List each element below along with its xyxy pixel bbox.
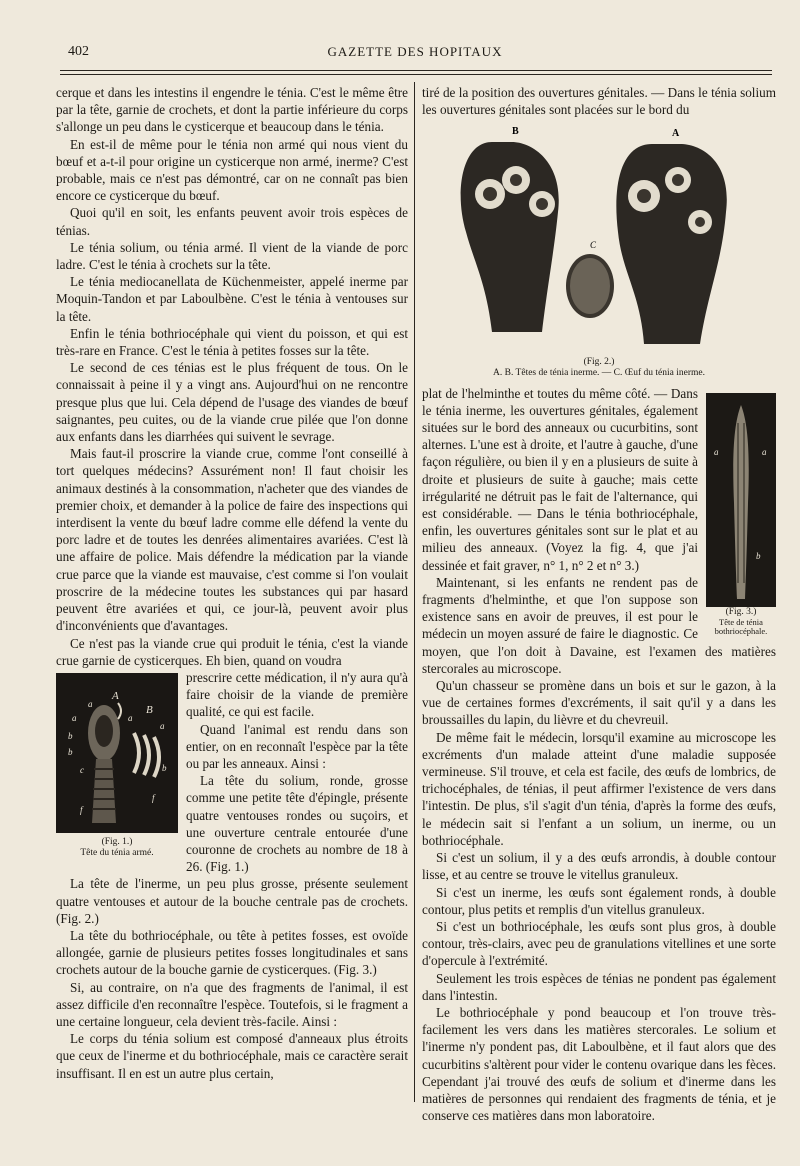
paragraph: tiré de la position des ouvertures génitales. — Dans le ténia solium les ouvertures génitales sont placées sur le bord du	[422, 85, 776, 118]
fig1-letter: b	[162, 762, 167, 773]
paragraph: Mais faut-il proscrire la viande crue, comme l'ont conseillé à tort quelques médecins? Assurément non! Il faut choisir les animaux destinés à la consommation, n'acheter que des viandes de premier choix, et demander à la police de faire des inspections qui interdisent la vente du bœuf ladre comme elle défend la vente du porc ladre et de toutes les denrées alimentaires avariées. C'est là une affaire de police. Mais défendre la médication par la viande crue parce que la viande est mauvaise, c'est comme si l'on voulait proscrire de la médecine toutes les substances qui par hasard peuvent être avariées et qui, ce jour-là, peuvent avoir plus d'inconvénients que d'avantages.	[56, 446, 408, 634]
paragraph: Si c'est un inerme, les œufs sont également ronds, à double contour, plus petits et remplis d'un vitellus granuleux.	[422, 884, 776, 917]
journal-title: GAZETTE DES HOPITAUX	[327, 44, 503, 59]
page-number: 402	[68, 44, 89, 59]
fig1-letter: a	[128, 712, 133, 723]
figure-1	[56, 673, 178, 859]
figure-1-label: (Fig. 1.)	[101, 837, 133, 848]
paragraph: La tête du solium, ronde, grosse comme une petite tête d'épingle, présente quatre ventouses rondes ou suçoirs, et une ouverture centrale entourée d'une couronne de crochets au nombre de 18 à 26. (Fig. 1.)	[186, 773, 408, 875]
fig1-letter: a	[88, 698, 93, 709]
paragraph: La tête du bothriocéphale, ou tête à petites fosses, est ovoïde allongée, garnie de plusieurs petites fosses longitudinales et sans crochets autour de la bouche garnie de cysticerques. (Fig. 3.)	[56, 927, 408, 978]
paragraph: La tête de l'inerme, un peu plus grosse, présente seulement quatre ventouses et autour de la bouche centrale pas de crochets. (Fig. 2.)	[56, 876, 408, 926]
paragraph: Le ténia mediocanellata de Küchenmeister, appelé inerme par Moquin-Tandon et par Laboulbène. C'est le ténia à ventouses sur la tête.	[56, 274, 408, 324]
paragraph: Enfin le ténia bothriocéphale qui vient du poisson, et qui est très-rare en France. C'est le ténia à petites fosses sur la tête.	[56, 325, 408, 359]
figure-2-label: (Fig. 2.)	[583, 356, 615, 367]
fig2-letter: B	[512, 126, 519, 138]
fig1-letter: A	[112, 689, 119, 702]
paragraph: Le ténia solium, ou ténia armé. Il vient de la viande de porc ladre. C'est le ténia à crochets sur la tête.	[56, 239, 408, 273]
paragraph: Le bothriocéphale y pond beaucoup et l'on trouve très-facilement les vers dans les matières stercorales. Le solium et l'inerme n'y pondent pas, dit Laboulbène, et il faut alors que des cucurbitins s'altèrent pour vider le contenu ovarique dans les fèces. Cependant j'ai trouvé des œufs de solium et d'inerme dans les matières de personnes qui rendaient des fragments de ténia, et je conserve ces matières dans mon laboratoire.	[422, 1004, 776, 1124]
paragraph: cerque et dans les intestins il engendre le ténia. C'est le même être par la tête, garnie de crochets, et dont la partie inférieure du corps s'allonge un peu dans le cysticerque et beaucoup dans le ténia.	[56, 85, 408, 135]
figure-2-caption: A. B. Têtes de ténia inerme. — C. Œuf du ténia inerme.	[493, 367, 705, 378]
paragraph: plat de l'helminthe et toutes du même côté. — Dans le ténia inerme, les ouvertures génitales, également situées sur le bord des anneaux ou cucurbitins, sont alternes. L'une est à droite, et l'autre à gauche, d'une façon régulière, ou bien il y en a plusieurs de suite à droite et plusieurs de suite à gauche; mais cette irrégularité ne détruit pas le fait de l'alternance, qui est considérable. — Dans le ténia bothriocéphale, enfin, les ouvertures génitales sont sur le plat et au milieu des anneaux. (Voyez la fig. 4, que j'ai dessinée et fait graver, n° 1, n° 2 et n° 3.)	[422, 385, 698, 573]
paragraph: Le second de ces ténias est le plus fréquent de tous. On le connaissait à peine il y a vingt ans. Aujourd'hui on ne rencontre presque plus que lui. Cela dépend de l'usage des viandes de bœuf saignantes, peu cuites, ou de la viande crue pilée que l'on donne aux enfants dans les diarrhées qui suivent le sevrage.	[56, 360, 408, 445]
paragraph: Qu'un chasseur se promène dans un bois et sur le gazon, à la vue de certaines formes d'excréments, il sait qu'il y a dans les broussailles du lapin, du lièvre et du chevreuil.	[422, 678, 776, 728]
paragraph: De même fait le médecin, lorsqu'il examine au microscope les excréments d'un malade atteint d'une maladie supposée vermineuse. S'il trouve, et cela est facile, des œufs de lombrics, de trichocéphales, de ténias, il peut affirmer l'existence de vers dans l'intestin. De plus, s'il s'agit d'un ténia, d'après la forme des œufs, le médecin sait si l'enfant a un solium, un inerme, ou un bothriocéphale.	[422, 729, 776, 848]
paragraph: Quoi qu'il en soit, les enfants peuvent avoir trois espèces de ténias.	[56, 205, 408, 238]
figure-1-caption: Tête du ténia armé.	[80, 848, 154, 859]
fig3-letter: a	[762, 446, 767, 457]
figure-1-illustration	[56, 673, 178, 833]
paragraph: Ce n'est pas la viande crue qui produit le ténia, c'est la viande crue garnie de cysticerques. Eh bien, quand on voudra	[56, 635, 408, 668]
fig1-letter: B	[146, 703, 153, 716]
paragraph: Maintenant, si les enfants ne rendent pas de fragments d'helminthe, et que l'on suppose son existence sans en avoir de preuves, il est pour le médecin un moyen assuré de faire le diagnostic. Ce moyen, que l'on doit à Davaine, est l'examen des matières stercorales au microscope.	[422, 574, 776, 676]
fig1-letter: a	[160, 720, 165, 731]
figure-2	[422, 122, 776, 378]
header-rule	[60, 70, 772, 71]
paragraph: En est-il de même pour le ténia non armé qui nous vient du bœuf et a-t-il pour origine un cysticerque non armé, inerme? C'est probable, mais ce n'est pas démontré, car on ne connaît pas bien encore ce cysticerque du bœuf.	[56, 136, 408, 204]
paragraph: Si, au contraire, on n'a que des fragments de l'animal, il est assez difficile d'en reconnaître l'espèce. Toutefois, si le fragment a une certaine longueur, cela devient très-facile. Ainsi :	[56, 979, 408, 1029]
fig1-letter: b	[68, 730, 73, 741]
fig2-letter: A	[672, 128, 680, 140]
paragraph: Si c'est un bothriocéphale, les œufs sont plus gros, à double contour, très-clairs, avec peu de granulations vitellines et une sorte d'opercule à l'extrémité.	[422, 918, 776, 969]
fig1-letter: a	[72, 712, 77, 723]
figure-3-label: (Fig. 3.)	[725, 606, 757, 617]
paragraph: prescrire cette médication, il n'y aura qu'à faire choisir de la viande de première qualité, ce qui est facile.	[186, 669, 408, 720]
paragraph: Seulement les trois espèces de ténias ne pondent pas également dans l'intestin.	[422, 970, 776, 1003]
paragraph: Le corps du ténia solium est composé d'anneaux plus étroits que ceux de l'inerme et du bothriocéphale, mais ce caractère serait insuffisant. Il en est un autre plus certain,	[56, 1031, 408, 1081]
fig2-letter: C	[590, 240, 597, 251]
left-column	[56, 84, 408, 1082]
fig1-letter: f	[152, 792, 155, 803]
fig3-letter: a	[714, 446, 719, 457]
header-rule-2	[60, 74, 772, 75]
figure-3-block	[706, 393, 776, 636]
fig1-letter: f	[80, 804, 83, 815]
figure-2-illustration	[422, 122, 776, 352]
fig1-letter: c	[80, 764, 84, 775]
figure-3-illustration	[706, 393, 776, 607]
fig3-letter: b	[756, 550, 761, 561]
column-separator	[414, 82, 415, 1102]
paragraph: Quand l'animal est rendu dans son entier, on en reconnaît l'espèce par la tête ou par les anneaux. Ainsi :	[186, 721, 408, 771]
fig1-letter: b	[68, 746, 73, 757]
figure-3-caption: Tête de ténia bothriocéphale.	[714, 616, 768, 636]
page-header	[60, 44, 770, 64]
paragraph: Si c'est un solium, il y a des œufs arrondis, à double contour lisse, et au centre se trouve le vitellus granuleux.	[422, 850, 776, 883]
